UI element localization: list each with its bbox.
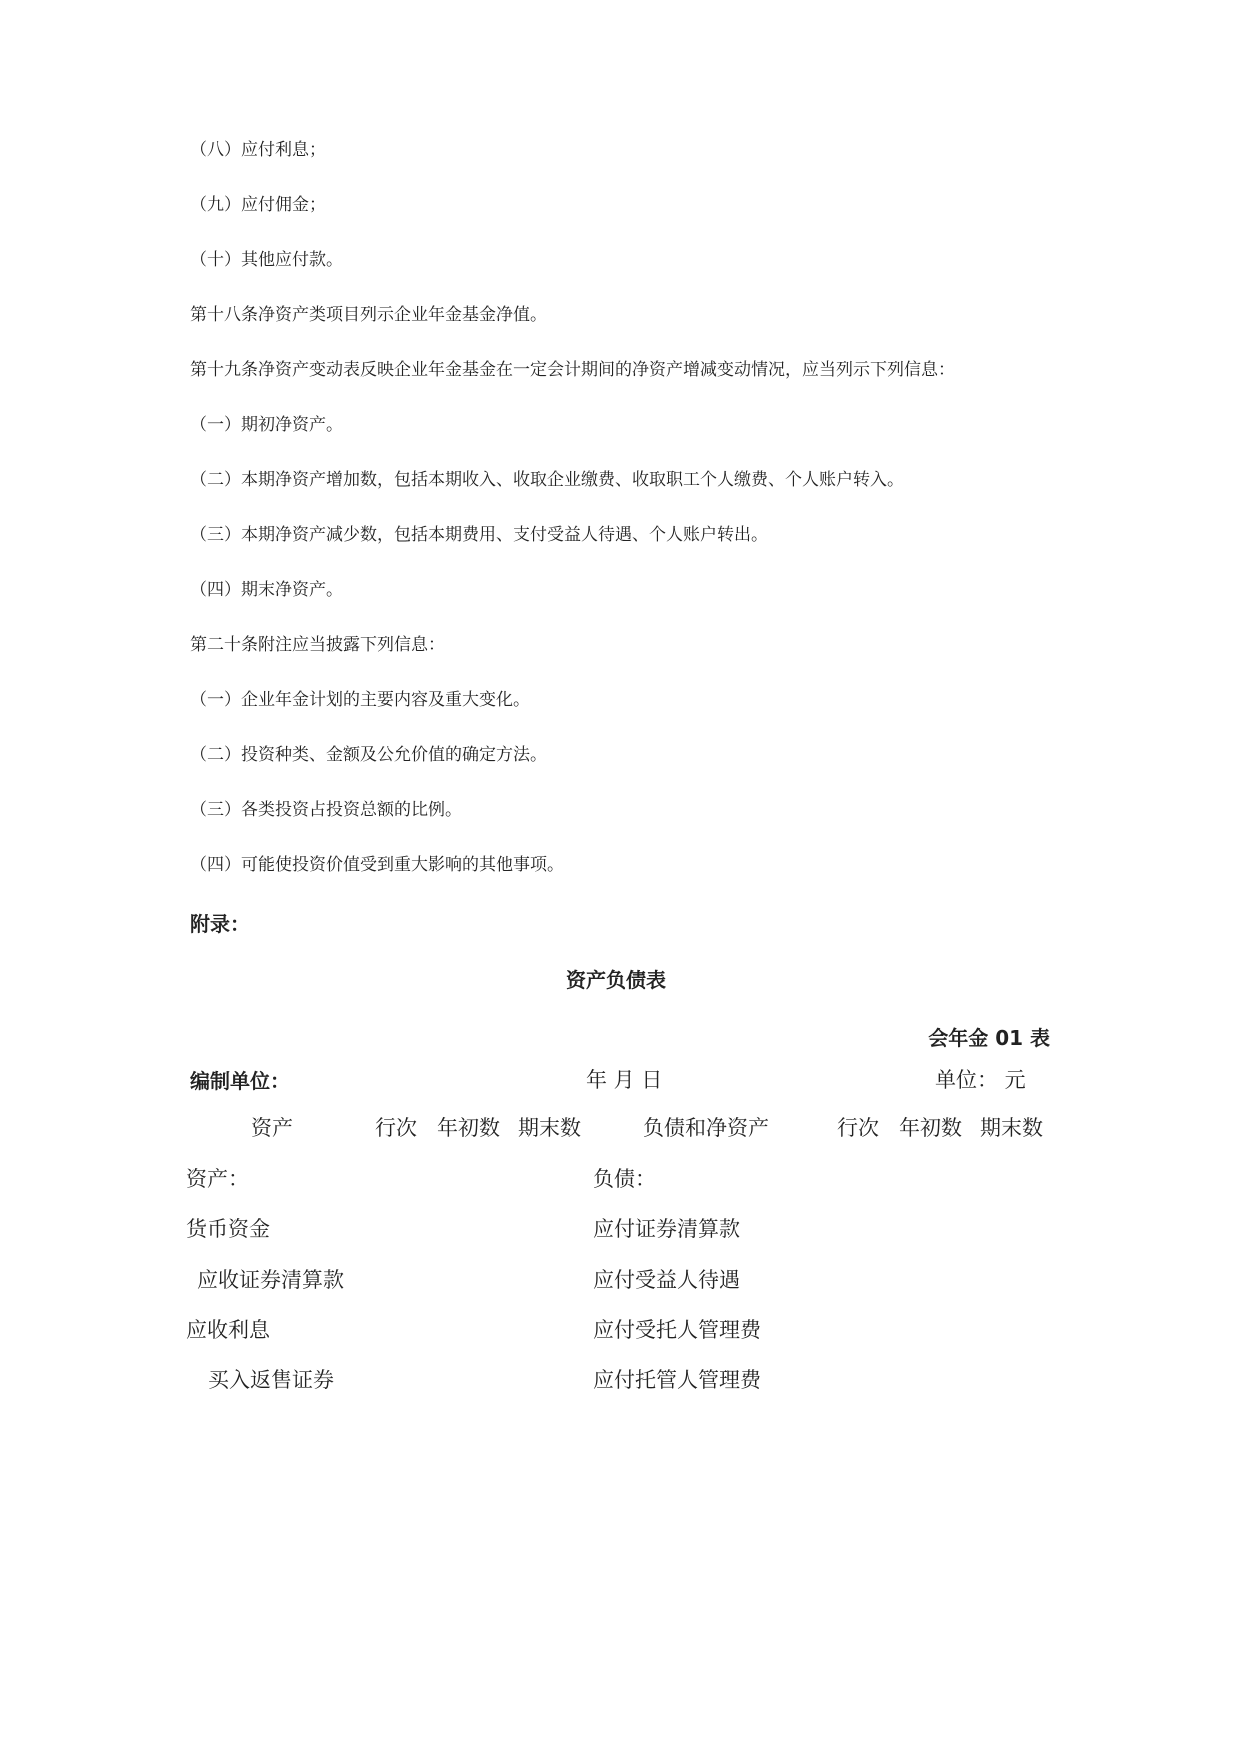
row-right-label: 应付托管人管理费	[593, 1368, 761, 1392]
date-label: 年 月 日	[586, 1068, 663, 1092]
header-row-no-left: 行次	[375, 1116, 417, 1140]
paragraph-11: （一）企业年金计划的主要内容及重大变化。	[190, 690, 530, 710]
row-left-label: 应收利息	[186, 1318, 270, 1342]
paragraph-8: （三）本期净资产减少数，包括本期费用、支付受益人待遇、个人账户转出。	[190, 525, 768, 545]
header-begin-left: 年初数	[437, 1116, 500, 1140]
header-begin-right: 年初数	[899, 1116, 962, 1140]
paragraph-7: （二）本期净资产增加数，包括本期收入、收取企业缴费、收取职工个人缴费、个人账户转入。	[190, 470, 904, 490]
table-title: 资产负债表	[566, 968, 666, 992]
paragraph-13: （三）各类投资占投资总额的比例。	[190, 800, 462, 820]
header-assets: 资产	[251, 1116, 293, 1140]
paragraph-3: （十）其他应付款。	[190, 250, 343, 270]
row-left-label: 买入返售证券	[208, 1368, 334, 1392]
form-code: 会年金 01 表	[928, 1026, 1050, 1050]
unit-label: 单位： 元	[935, 1068, 1026, 1092]
row-right-label: 应付证券清算款	[593, 1217, 740, 1241]
header-liabilities: 负债和净资产	[643, 1116, 769, 1140]
header-end-right: 期末数	[980, 1116, 1043, 1140]
header-row-no-right: 行次	[837, 1116, 879, 1140]
row-left-label: 资产：	[186, 1167, 249, 1191]
paragraph-6: （一）期初净资产。	[190, 415, 343, 435]
paragraph-5: 第十九条净资产变动表反映企业年金基金在一定会计期间的净资产增减变动情况，应当列示下列信息：	[190, 360, 955, 380]
paragraph-12: （二）投资种类、金额及公允价值的确定方法。	[190, 745, 547, 765]
row-right-label: 应付受益人待遇	[593, 1268, 740, 1292]
paragraph-9: （四）期末净资产。	[190, 580, 343, 600]
prepared-by-label: 编制单位：	[190, 1069, 290, 1093]
header-end-left: 期末数	[518, 1116, 581, 1140]
appendix-label: 附录：	[190, 912, 250, 936]
row-left-label: 货币资金	[186, 1217, 270, 1241]
paragraph-14: （四）可能使投资价值受到重大影响的其他事项。	[190, 855, 564, 875]
row-right-label: 应付受托人管理费	[593, 1318, 761, 1342]
paragraph-1: （八）应付利息；	[190, 140, 326, 160]
paragraph-4: 第十八条净资产类项目列示企业年金基金净值。	[190, 305, 547, 325]
row-right-label: 负债：	[593, 1167, 656, 1191]
row-left-label: 应收证券清算款	[197, 1268, 344, 1292]
paragraph-10: 第二十条附注应当披露下列信息：	[190, 635, 445, 655]
paragraph-2: （九）应付佣金；	[190, 195, 326, 215]
